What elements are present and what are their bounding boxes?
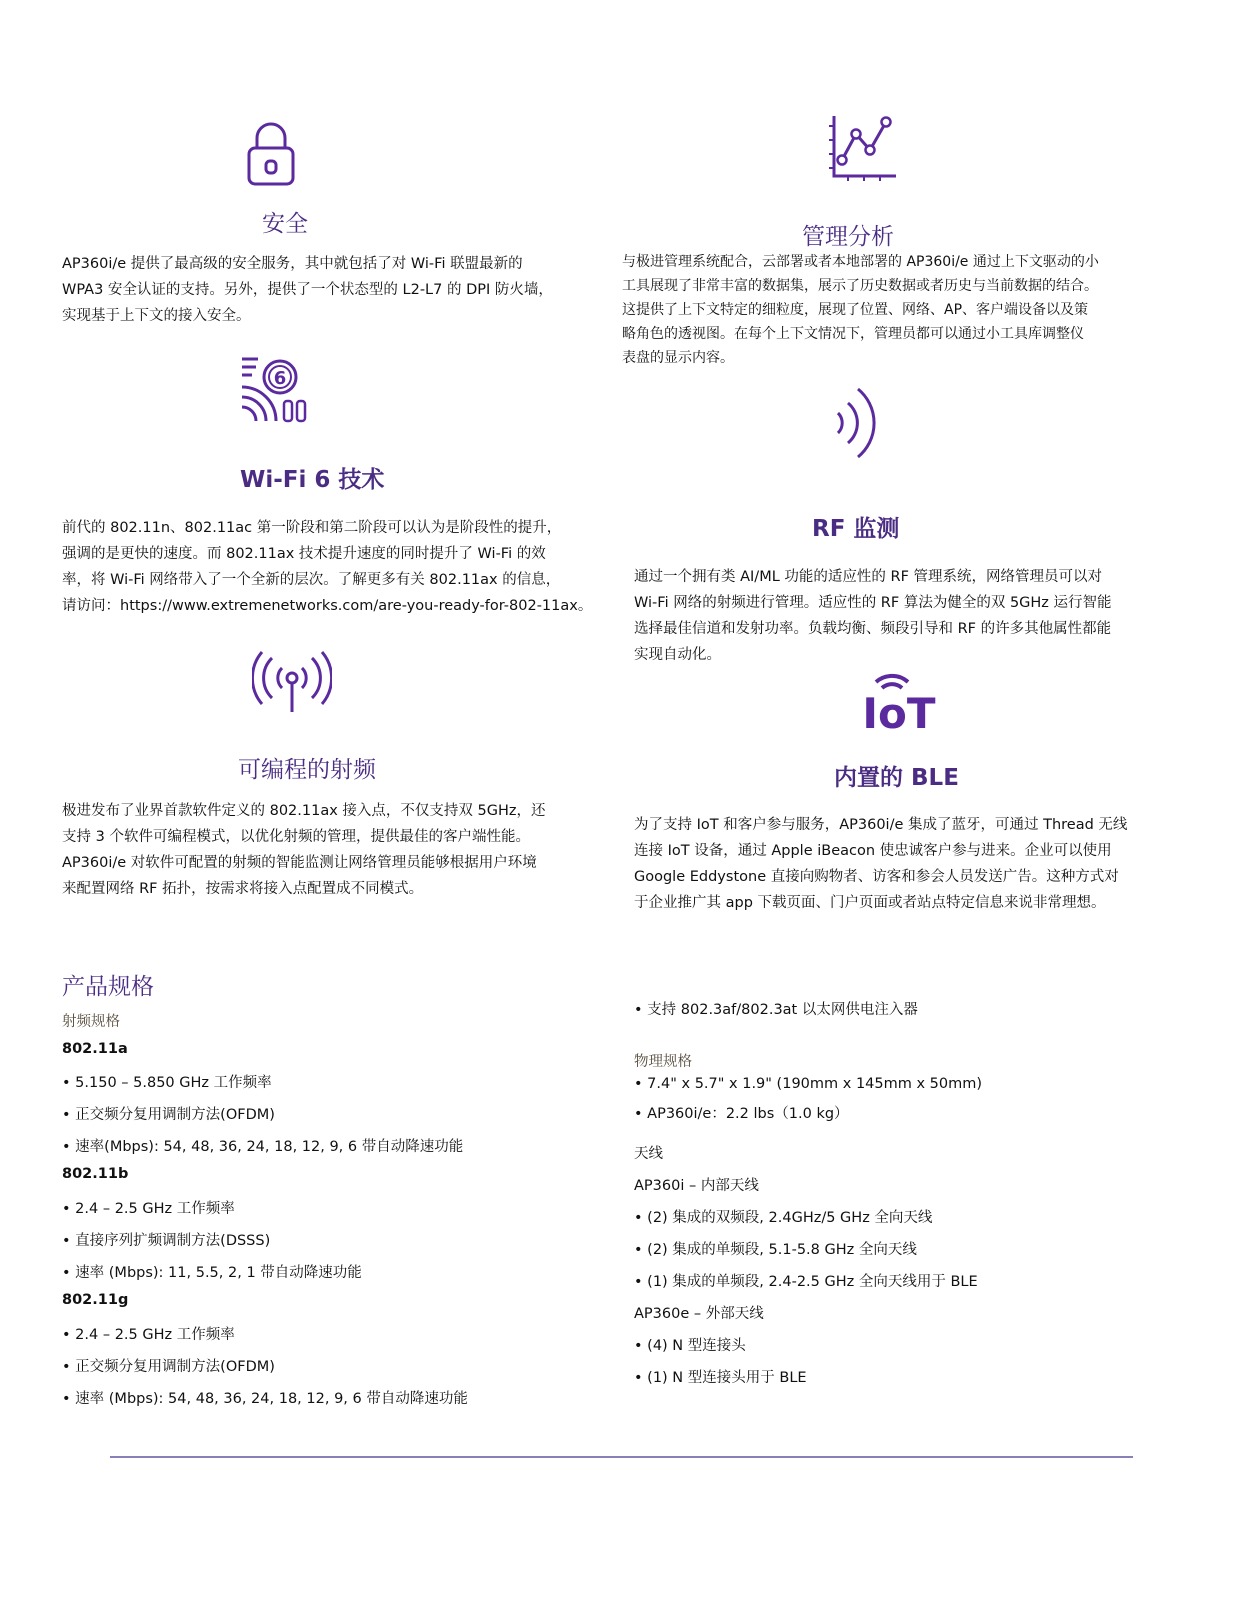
- wifi6-line: 率，将 Wi-Fi 网络带入了一个全新的层次。了解更多有关 802.11ax 的信息，: [62, 572, 561, 588]
- spec-item: • AP360i/e：2.2 lbs（1.0 kg）: [634, 1106, 849, 1122]
- iot-icon: [854, 668, 944, 732]
- signal-waves-icon: [832, 383, 880, 463]
- lock-icon: [244, 118, 298, 188]
- spec-item: • 速率 (Mbps): 11, 5.5, 2, 1 带自动降速功能: [62, 1265, 362, 1281]
- ble-line: 为了支持 IoT 和客户参与服务，AP360i/e 集成了蓝牙，可通过 Thread 无线: [634, 817, 1128, 833]
- wifi6-text: [62, 515, 592, 619]
- footer-rule: [110, 1456, 1133, 1458]
- spec-item: • (1) 集成的单频段, 2.4-2.5 GHz 全向天线用于 BLE: [634, 1274, 978, 1290]
- wifi6-line: 强调的是更快的速度。而 802.11ax 技术提升速度的同时提升了 Wi-Fi 的效: [62, 546, 546, 562]
- security-title: 安全: [262, 211, 308, 237]
- rf-monitor-text: [634, 564, 1112, 668]
- spec-item: • 正交频分复用调制方法(OFDM): [62, 1107, 275, 1123]
- analytics-text: [622, 250, 1099, 370]
- analytics-line: 略角色的透视图。在每个上下文情况下，管理员都可以通过小工具库调整仪: [622, 326, 1084, 342]
- spec-item: • 2.4 – 2.5 GHz 工作频率: [62, 1327, 235, 1343]
- wifi6-title: Wi-Fi 6 技术: [240, 467, 385, 493]
- programmable-radio-line: 支持 3 个软件可编程模式，以优化射频的管理，提供最佳的客户端性能。: [62, 829, 530, 845]
- spec-item: • (2) 集成的双频段, 2.4GHz/5 GHz 全向天线: [634, 1210, 933, 1226]
- analytics-line: 这提供了上下文特定的细粒度，展现了位置、网络、AP、客户端设备以及策: [622, 302, 1089, 318]
- spec-item: • 速率(Mbps): 54, 48, 36, 24, 18, 12, 9, 6 带自动降速功能: [62, 1139, 464, 1155]
- security-line: 实现基于上下文的接入安全。: [62, 308, 251, 324]
- programmable-radio-text: [62, 798, 546, 902]
- analytics-title: 管理分析: [802, 224, 894, 250]
- analytics-line: 与极进管理系统配合，云部署或者本地部署的 AP360i/e 通过上下文驱动的小: [622, 254, 1099, 270]
- spec-item: • 2.4 – 2.5 GHz 工作频率: [62, 1201, 235, 1217]
- ble-line: 于企业推广其 app 下载页面、门户页面或者站点特定信息来说非常理想。: [634, 895, 1106, 911]
- spec-item: AP360i – 内部天线: [634, 1178, 759, 1194]
- spec-subheading: 802.11b: [62, 1166, 129, 1182]
- wifi6-line: 前代的 802.11n、802.11ac 第一阶段和第二阶段可以认为是阶段性的提升，: [62, 520, 562, 536]
- security-line: WPA3 安全认证的支持。另外，提供了一个状态型的 L2-L7 的 DPI 防火墙，: [62, 282, 553, 298]
- spec-item: • (4) N 型连接头: [634, 1338, 746, 1354]
- spec-item: • 支持 802.3af/802.3at 以太网供电注入器: [634, 1002, 918, 1018]
- security-line: AP360i/e 提供了最高级的安全服务，其中就包括了对 Wi-Fi 联盟最新的: [62, 256, 523, 272]
- rf-monitor-title: RF 监测: [812, 516, 900, 542]
- svg-text:6: 6: [273, 368, 287, 389]
- rf-monitor-line: 通过一个拥有类 AI/ML 功能的适应性的 RF 管理系统，网络管理员可以对: [634, 569, 1103, 585]
- spec-subheading: 802.11g: [62, 1292, 129, 1308]
- rf-monitor-line: 实现自动化。: [634, 647, 721, 663]
- wifi6-line: 请访问：https://www.extremenetworks.com/are-you-ready-for-802-11ax。: [62, 598, 593, 614]
- spec-item: • 5.150 – 5.850 GHz 工作频率: [62, 1075, 272, 1091]
- rf-monitor-line: 选择最佳信道和发射功率。负载均衡、频段引导和 RF 的许多其他属性都能: [634, 621, 1112, 637]
- spec-item: • 速率 (Mbps): 54, 48, 36, 24, 18, 12, 9, 6 带自动降速功能: [62, 1391, 468, 1407]
- programmable-radio-line: 极进发布了业界首款软件定义的 802.11ax 接入点，不仅支持双 5GHz，还: [62, 803, 546, 819]
- line-chart-icon: [826, 112, 900, 184]
- spec-subheading: 802.11a: [62, 1041, 128, 1057]
- programmable-radio-title: 可编程的射频: [238, 757, 376, 783]
- spec-item: • 直接序列扩频调制方法(DSSS): [62, 1233, 271, 1249]
- spec-item: 天线: [634, 1146, 663, 1162]
- rf-monitor-line: Wi-Fi 网络的射频进行管理。适应性的 RF 算法为健全的双 5GHz 运行智能: [634, 595, 1112, 611]
- spec-section-label: 射频规格: [62, 1014, 120, 1030]
- antenna-icon: [252, 650, 332, 714]
- analytics-line: 工具展现了非常丰富的数据集，展示了历史数据或者历史与当前数据的结合。: [622, 278, 1098, 294]
- wifi6-icon: [240, 353, 310, 423]
- programmable-radio-line: 来配置网络 RF 拓扑，按需求将接入点配置成不同模式。: [62, 881, 424, 897]
- iot-icon-text: IoT: [862, 689, 936, 732]
- spec-heading: 产品规格: [62, 974, 154, 1000]
- ble-line: Google Eddystone 直接向购物者、访客和参会人员发送广告。这种方式对: [634, 869, 1119, 885]
- ble-line: 连接 IoT 设备，通过 Apple iBeacon 使忠诚客户参与进来。企业可以使用: [634, 843, 1112, 859]
- spec-section-label: 物理规格: [634, 1054, 692, 1070]
- spec-item: • 正交频分复用调制方法(OFDM): [62, 1359, 275, 1375]
- ble-title: 内置的 BLE: [834, 765, 959, 791]
- security-text: [62, 251, 553, 329]
- programmable-radio-line: AP360i/e 对软件可配置的射频的智能监测让网络管理员能够根据用户环境: [62, 855, 537, 871]
- spec-item: • (2) 集成的单频段, 5.1-5.8 GHz 全向天线: [634, 1242, 917, 1258]
- spec-item: • 7.4" x 5.7" x 1.9" (190mm x 145mm x 50mm): [634, 1076, 983, 1092]
- ble-text: [634, 812, 1127, 916]
- spec-item: • (1) N 型连接头用于 BLE: [634, 1370, 807, 1386]
- spec-item: AP360e – 外部天线: [634, 1306, 764, 1322]
- analytics-line: 表盘的显示内容。: [622, 350, 734, 366]
